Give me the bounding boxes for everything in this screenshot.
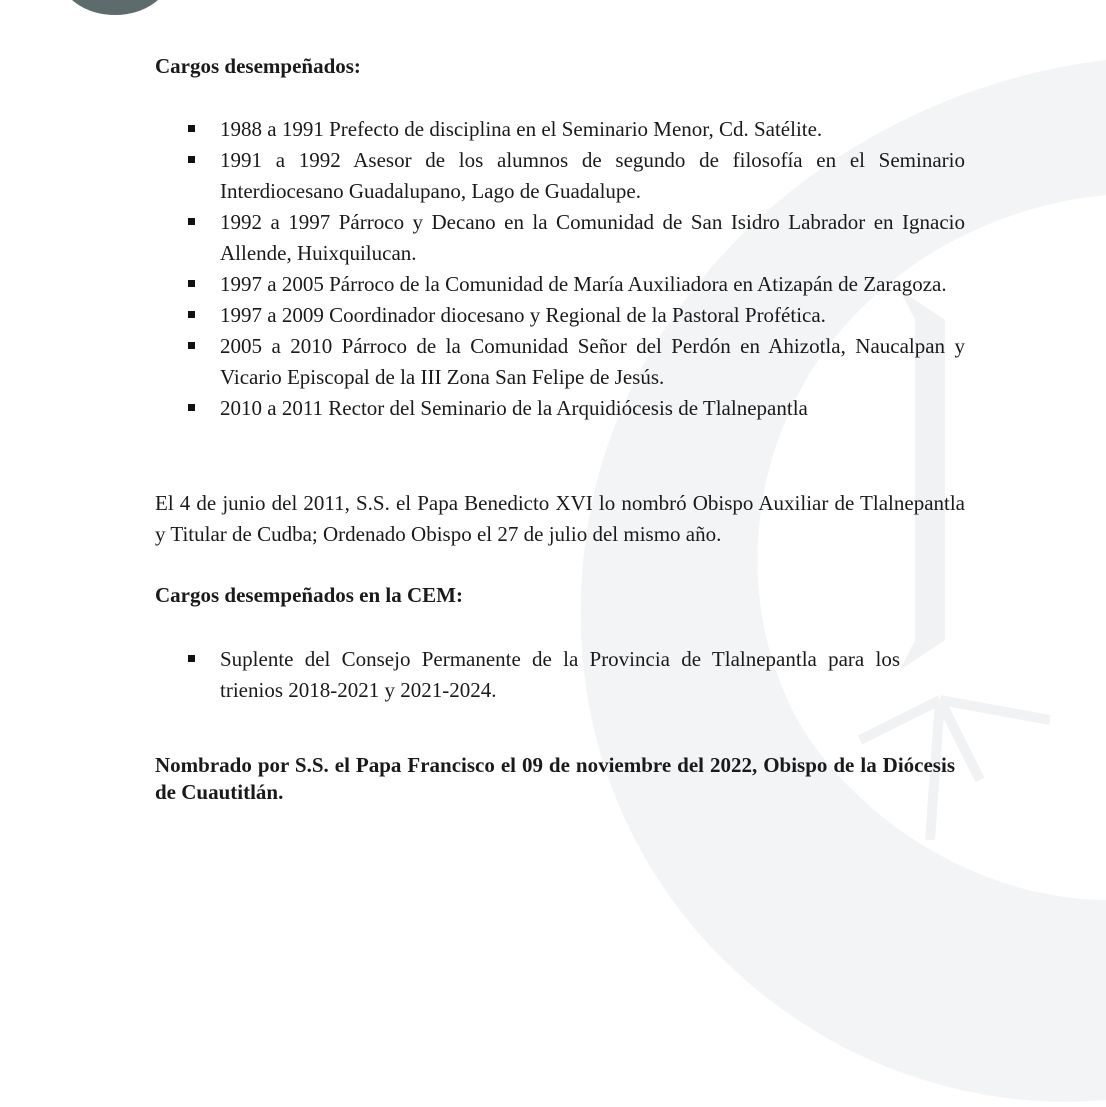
logo-emblem	[55, 0, 175, 20]
bullet-icon	[188, 125, 195, 132]
closing-statement: Nombrado por S.S. el Papa Francisco el 09 de noviembre del 2022, Obispo de la Diócesis de Cuautitlán.	[155, 753, 955, 804]
list-item: 1997 a 2005 Párroco de la Comunidad de María Auxiliadora en Atizapán de Zaragoza.	[155, 269, 965, 300]
bullet-icon	[188, 311, 195, 318]
bullet-icon	[188, 342, 195, 349]
list-item: 1988 a 1991 Prefecto de disciplina en el Seminario Menor, Cd. Satélite.	[155, 114, 965, 145]
cargos-list	[155, 114, 965, 424]
bullet-icon	[188, 156, 195, 163]
cem-list	[155, 644, 965, 706]
section-heading-cem: Cargos desempeñados en la CEM:	[155, 583, 463, 607]
list-item: 2010 a 2011 Rector del Seminario de la Arquidiócesis de Tlalnepantla	[155, 393, 965, 424]
list-item: 1991 a 1992 Asesor de los alumnos de segundo de filosofía en el Seminario Interdiocesano Guadalupano, Lago de Guadalupe.	[155, 145, 965, 207]
paragraph-nombramiento-auxiliar: El 4 de junio del 2011, S.S. el Papa Benedicto XVI lo nombró Obispo Auxiliar de Tlalnepantla y Titular de Cudba; Ordenado Obispo el 27 de julio del mismo año.	[155, 491, 965, 546]
list-item: 1992 a 1997 Párroco y Decano en la Comunidad de San Isidro Labrador en Ignacio Allende, Huixquilucan.	[155, 207, 965, 269]
list-item: 2005 a 2010 Párroco de la Comunidad Señor del Perdón en Ahizotla, Naucalpan y Vicario Episcopal de la III Zona San Felipe de Jesús.	[155, 331, 965, 393]
bullet-icon	[188, 280, 195, 287]
bullet-icon	[188, 655, 195, 662]
bullet-icon	[188, 218, 195, 225]
list-item: 1997 a 2009 Coordinador diocesano y Regional de la Pastoral Profética.	[155, 300, 965, 331]
list-item: Suplente del Consejo Permanente de la Provincia de Tlalnepantla para los trienios 2018-2021 y 2021-2024.	[155, 644, 900, 706]
bullet-icon	[188, 404, 195, 411]
section-heading-cargos: Cargos desempeñados:	[155, 54, 361, 78]
